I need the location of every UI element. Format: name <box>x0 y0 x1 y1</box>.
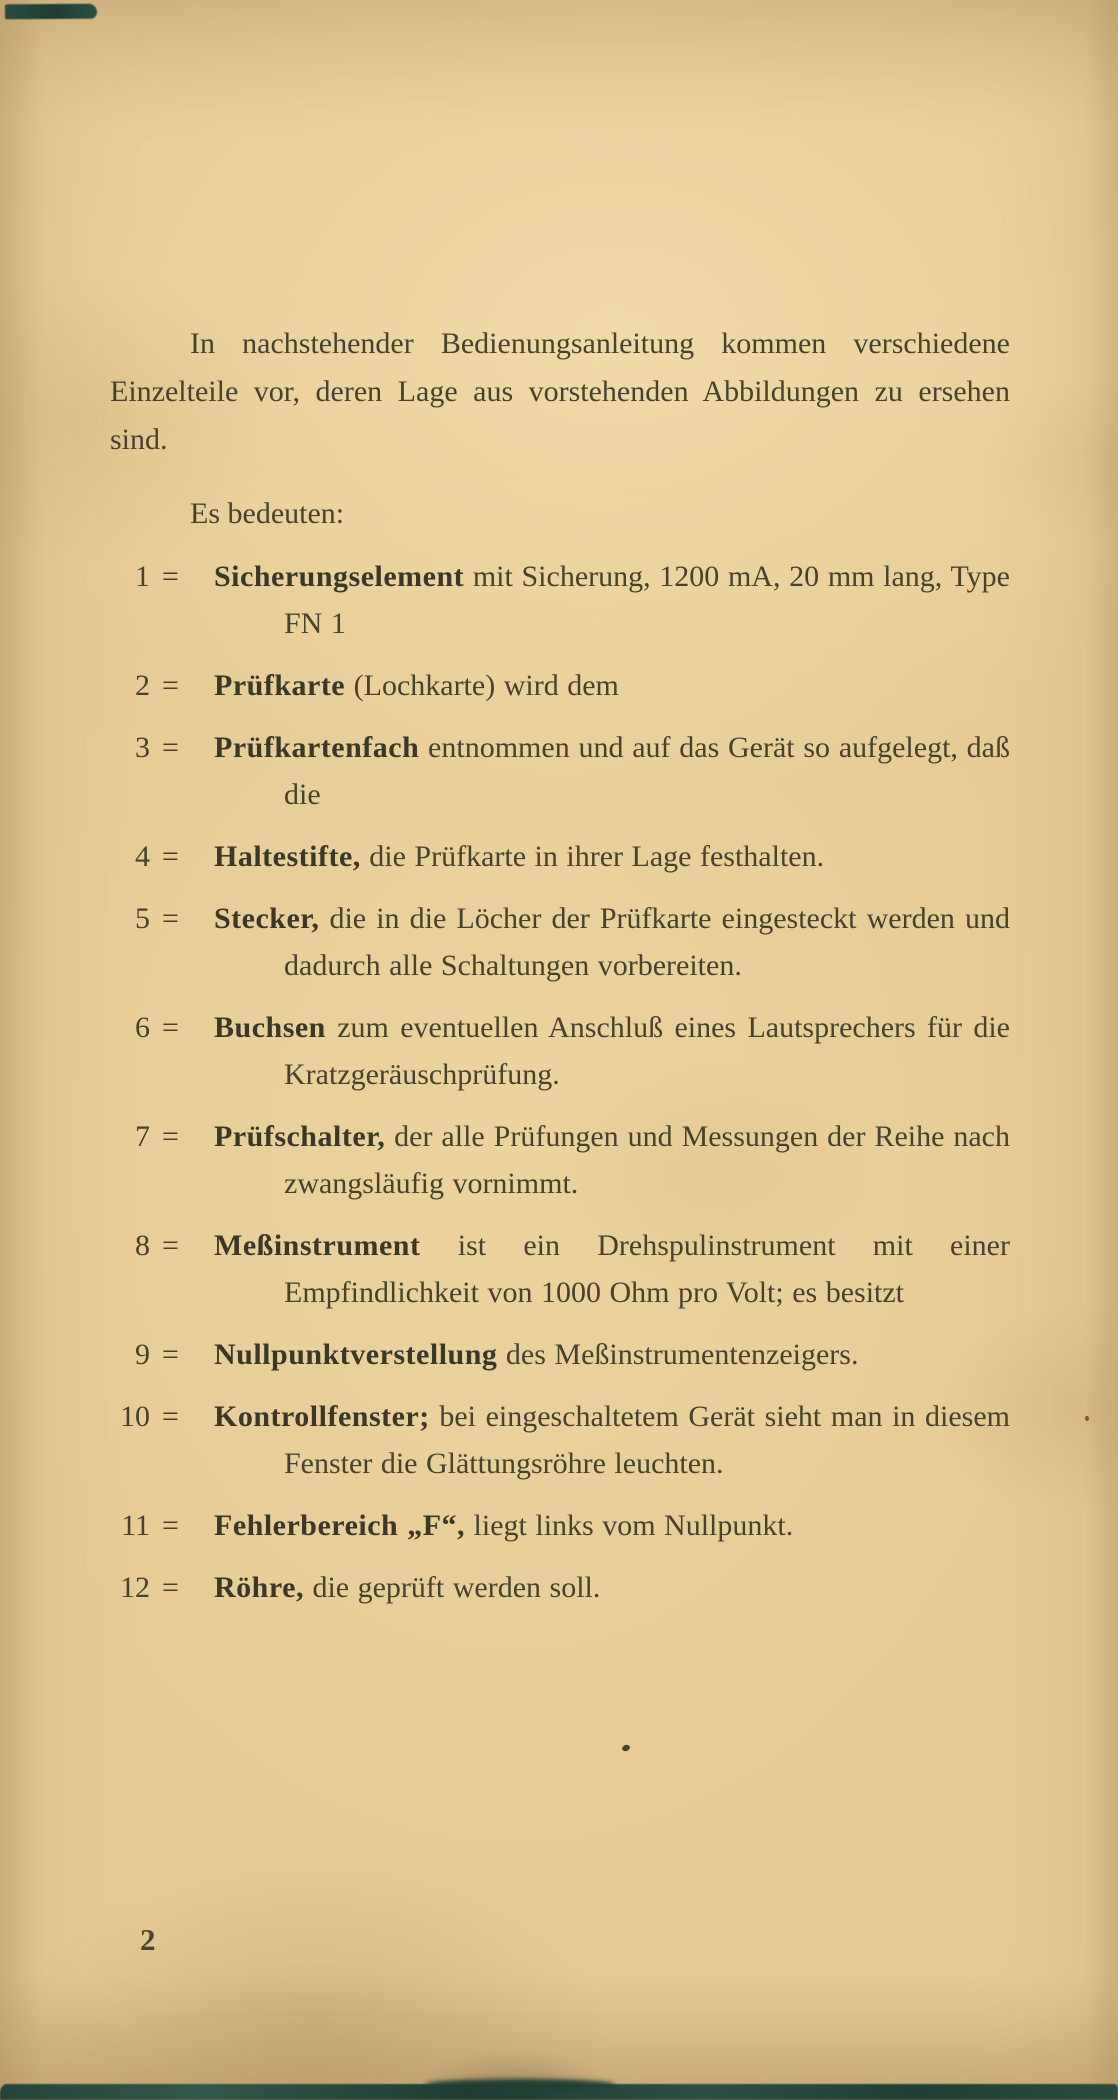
item-description: die geprüft werden soll. <box>303 1571 601 1604</box>
item-text <box>214 1222 1010 1316</box>
scan-edge-band-bottom <box>0 2084 1118 2100</box>
list-item <box>110 724 1010 818</box>
item-text <box>214 662 1010 709</box>
equals-sign: = <box>162 1011 179 1044</box>
equals-sign: = <box>162 1338 179 1371</box>
list-item <box>110 1393 1010 1487</box>
item-number: 3 <box>135 731 150 764</box>
item-description: liegt links vom Nullpunkt. <box>465 1509 794 1542</box>
item-number: 5 <box>135 902 150 935</box>
item-number: 10 <box>120 1400 150 1433</box>
equals-sign: = <box>162 1229 179 1262</box>
equals-sign: = <box>162 1509 179 1542</box>
equals-sign: = <box>162 731 179 764</box>
item-text <box>214 1564 1010 1611</box>
item-text <box>214 1004 1010 1098</box>
equals-sign: = <box>162 669 179 702</box>
list-item <box>110 1222 1010 1316</box>
item-description: mit Sicherung, 1200 mA, 20 mm lang, Type FN 1 <box>284 560 1010 640</box>
item-description: die in die Löcher der Prüfkarte eingesteckt werden und dadurch alle Schaltungen vorbereiten. <box>284 902 1010 982</box>
item-number: 11 <box>121 1509 150 1542</box>
item-description: ist ein Drehspulinstrument mit einer Empfindlichkeit von 1000 Ohm pro Volt; es besitzt <box>284 1229 1010 1309</box>
item-term: Meßinstrument <box>214 1229 421 1262</box>
list-item <box>110 1564 1010 1611</box>
item-description: des Meßinstrumenten​zeigers. <box>497 1338 859 1371</box>
item-term: Sicherungselement <box>214 560 465 593</box>
item-text <box>214 833 1010 880</box>
item-term: Prüfkarte <box>214 669 346 702</box>
item-number: 7 <box>135 1120 150 1153</box>
item-term: Nullpunktverstellung <box>214 1338 498 1371</box>
item-number: 6 <box>135 1011 150 1044</box>
item-number: 9 <box>135 1338 150 1371</box>
item-text <box>214 724 1010 818</box>
item-text <box>214 1393 1010 1487</box>
equals-sign: = <box>162 840 179 873</box>
list-item <box>110 833 1010 880</box>
list-item <box>110 1331 1010 1378</box>
item-description: entnommen und auf das Gerät so aufgelegt, daß die <box>284 731 1010 811</box>
item-number: 12 <box>120 1571 150 1604</box>
item-text <box>214 553 1010 647</box>
equals-sign: = <box>162 902 179 935</box>
item-text <box>214 1331 1010 1378</box>
item-description: (Lochkarte) wird dem <box>345 669 619 702</box>
item-term: Buchsen <box>214 1011 326 1044</box>
list-item <box>110 1113 1010 1207</box>
equals-sign: = <box>162 1120 179 1153</box>
item-description: zum eventuellen Anschluß eines Lautsprechers für die Kratzgeräuschprüfung. <box>284 1011 1010 1091</box>
equals-sign: = <box>162 1400 179 1433</box>
list-item <box>110 1502 1010 1549</box>
list-item <box>110 553 1010 647</box>
equals-sign: = <box>162 1571 179 1604</box>
item-description: der alle Prüfungen und Messungen der Reihe nach zwangsläufig vornimmt. <box>284 1120 1010 1200</box>
item-text <box>214 1113 1010 1207</box>
list-item <box>110 662 1010 709</box>
item-term: Prüfschalter, <box>214 1120 386 1153</box>
red-speck <box>1085 1416 1089 1421</box>
item-text <box>214 1502 1010 1549</box>
equals-sign: = <box>162 560 179 593</box>
item-description: bei eingeschaltetem Gerät sieht man in diesem Fenster die Glättungsröhre leuchten. <box>284 1400 1010 1480</box>
list-item <box>110 1004 1010 1098</box>
item-term: Röhre, <box>214 1571 304 1604</box>
item-text <box>214 895 1010 989</box>
items-list <box>110 553 1010 1611</box>
item-term: Kontrollfenster; <box>214 1400 430 1433</box>
item-number: 4 <box>135 840 150 873</box>
scan-edge-mark-top-left <box>5 4 97 20</box>
ink-dot <box>621 1744 631 1752</box>
item-number: 2 <box>135 669 150 702</box>
lead-in-line: Es bedeuten: <box>190 497 345 530</box>
list-item <box>110 895 1010 989</box>
item-term: Stecker, <box>214 902 320 935</box>
item-term: Prüfkartenfach <box>214 731 420 764</box>
item-term: Fehlerbereich „F“, <box>214 1509 466 1542</box>
page-content <box>110 0 1010 1611</box>
item-number: 8 <box>135 1229 150 1262</box>
item-number: 1 <box>135 560 150 593</box>
item-description: die Prüfkarte in ihrer Lage festhalten. <box>360 840 825 873</box>
intro-paragraph: In nachstehender Bedienungsanleitung kommen verschiedene Einzelteile vor, deren Lage aus vorstehenden Abbildungen zu ersehen sind. <box>110 327 1010 456</box>
item-term: Haltestifte, <box>214 840 361 873</box>
page-number: 2 <box>140 1922 156 1957</box>
